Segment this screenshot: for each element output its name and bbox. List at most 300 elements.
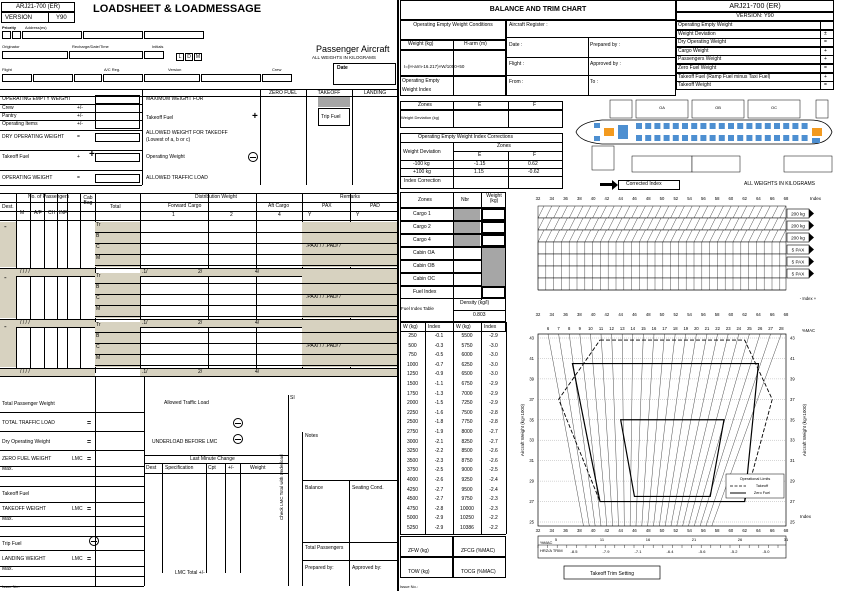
cabin-zone-label: OC [771,105,777,110]
index-tick-bottom: 50 [659,528,665,533]
load-zone-label: Cabin OC [413,276,435,282]
seat-marker [792,135,798,141]
seat-marker [700,123,706,129]
corr-row-e: 1.15 [474,169,484,175]
type-code: M [96,306,101,312]
lb-row-label: Trip Fuel [2,541,22,547]
lb-prepared-by: Prepared by: [305,565,334,571]
index-tick-mid: 42 [604,312,610,317]
weight-tick-left: 43 [529,335,534,341]
pad-header: PAD [370,203,380,209]
version-label: VERSION [5,15,33,21]
pax-slash: .PAX/ / / .PAD/ / [306,294,341,300]
tow-box-label: TOW (kg) [408,569,430,575]
seat-marker [737,123,743,129]
weight-row-label: DRY OPERATING WEIGHT [2,134,65,140]
fuel-cell: 1750 [406,390,419,397]
type-code: B [96,233,100,239]
allowed-takeoff: ALLOWED WEIGHT FOR TAKEOFF [146,130,228,136]
index-tick-top: 34 [549,196,555,201]
fuel-cell: 6500 [461,371,473,378]
cab-bag-header: Cab Bag [83,195,93,206]
split-marker: 2/ [198,269,203,275]
index-tick-bottom: 56 [700,528,706,533]
index-label-top: Index [810,196,822,201]
index-tick-bottom: 36 [563,528,568,533]
weight-row-input[interactable] [95,153,140,162]
arrow-label: 200 kg [791,235,805,241]
arrow-label: 5 PAX [791,271,805,277]
fuel-cell: -2.8 [489,409,498,416]
dist-weight-header: Distribution Weight [195,194,237,200]
load-zone-label: Cargo 2 [413,224,431,230]
seat-marker [728,123,734,129]
si-label: SI [290,395,295,401]
aircraft-type: ARJ21-700 (ER) [15,4,60,10]
weight-row-op: = [77,175,80,181]
pax-slash: .PAX/ / / .PAD/ / [306,343,341,349]
trim-mac-tick: 26 [737,537,743,542]
pax-slash: .PAX/ / / .PAD/ / [306,243,341,249]
index-tick-bottom: 58 [714,528,720,533]
address-boxes[interactable] [2,31,205,39]
summary-row-op: + [824,47,827,54]
seat-marker [664,135,670,141]
seat-marker [783,135,789,141]
pax-col-header: M [20,210,25,216]
index-tick-top: 44 [618,196,624,201]
fuel-cell: 6250 [461,361,473,368]
seat-marker [746,123,752,129]
mw-operating-weight: Operating Weight [146,154,185,160]
index-tick-top: 46 [632,196,637,201]
index-tick-top: 58 [714,196,720,201]
type-code: Tr [96,222,101,228]
weight-tick-left: 41 [529,355,534,361]
load-weight-input[interactable] [482,235,505,246]
ldm-boxes: L D M [176,53,203,61]
summary-row-label: Passengers Weight [678,56,722,63]
y-label-right: Aircraft Weight (kg×1000) [802,403,807,457]
bt-to: To : [590,79,599,85]
dash-marker: - [4,273,7,282]
fuel-cell: -2.9 [489,333,498,339]
fuel-cell: 750 [408,352,417,359]
seat-marker [636,123,642,129]
index-tick-top: 48 [645,196,651,201]
index-tick-mid: 34 [549,312,555,317]
index-tick-bottom: 66 [769,528,775,533]
fuel-cell: -2.2 [434,448,444,455]
mac-tick: 21 [704,326,710,331]
index-tick-mid: 58 [714,312,720,317]
fuel-cell: 3000 [406,438,419,445]
weight-row-label: Pantry [2,113,17,119]
forward-cargo-header: Forward Cargo [168,203,202,209]
load-weight-input[interactable] [482,287,505,298]
seat-marker [756,135,762,141]
notes-label: Notes [305,433,319,439]
index-tick-mid: 44 [618,312,624,317]
cabin-zone-label: OA [659,105,665,110]
fuel-cell: 500 [408,342,417,349]
fuel-cell: -2.7 [489,438,498,445]
fuel-cell: -2.7 [434,486,444,493]
corr-row-e: -1.15 [474,161,486,167]
bt-approved-by: Approved by : [590,61,621,67]
weight-tick-left: 31 [529,458,534,464]
seat-marker [645,135,651,141]
index-tick-mid: 48 [645,312,651,317]
fuel-cell: -3.0 [489,342,498,349]
fuel-cell: -2.2 [489,525,498,531]
minus-index-plus: - Index + [799,296,817,301]
fuel-cell: 10000 [460,505,474,512]
split-marker: .1/ [142,369,148,375]
dash-marker: - [4,322,7,331]
split-marker: 2/ [198,369,203,375]
fuel-cell: 8500 [461,448,473,455]
index-label-bottom: Index [800,514,812,519]
weight-tick-right: 29 [790,478,795,484]
seat-marker [691,135,697,141]
equals-sign: = [87,420,92,427]
balance-label: Balance [305,485,324,491]
seat-marker [802,123,808,129]
trim-mac-tick: 5 [554,537,558,542]
mac-tick: 14 [630,326,636,331]
fuel-cell: -0.5 [434,352,444,359]
fuel-cell: -2.5 [434,467,444,474]
trim-box [538,536,786,558]
trim-mac-tick: 31 [783,537,789,542]
fuel-cell: 5250 [406,525,419,531]
weight-row-input[interactable] [95,95,140,104]
weight-row-op: +/- [77,113,83,119]
dest-shade [0,273,16,318]
index-tick-mid: 68 [783,312,789,317]
aircraft-register: Aircraft Register : [509,22,548,28]
crew-label: Crew [272,67,282,72]
summary-row-op: + [824,56,827,63]
mac-tick: 7 [557,326,560,331]
fuel-cell: -1.5 [434,400,444,407]
allowed-traffic-load: Allowed Traffic Load [164,400,209,406]
fuel-cell: -1.8 [434,419,444,426]
mac-tick: 13 [619,326,625,331]
fuel-cell: 4000 [406,477,419,483]
seat-marker [654,135,660,141]
fuel-cell: -0.3 [434,342,444,349]
fuel-cell: 9000 [461,467,473,474]
corr-row-dev: -100 kg [413,161,430,167]
fuel-cell: 6750 [461,381,473,387]
summary-row-label: Operating Empty Weight [678,22,733,28]
oew-harm-col: H-arm (m) [464,41,487,47]
index-tick-mid: 40 [590,312,596,317]
lmc-title: Last Minute Change [190,456,235,462]
fuel-cell: -3.0 [489,352,498,359]
fuel-cell: -2.8 [489,419,498,426]
seat-marker [691,123,697,129]
max-label: Max. [2,516,13,522]
slash-row: / / / / [20,320,30,326]
balance-svg [520,192,840,588]
legend-operational: Operational Limits [739,477,771,481]
index-tick-top: 42 [604,196,610,201]
summary-row-label: Dry Operating Weight [678,39,726,46]
lb-approved-by: Approved by: [352,565,382,571]
equals-sign: = [87,456,92,463]
plus-sign-1: + [252,111,258,122]
fuel-col-header: W (kg) [456,324,471,330]
max-label: Max. [2,566,13,572]
allowed-traffic: ALLOWED TRAFFIC LOAD [146,175,208,181]
weight-row-input[interactable] [95,133,140,142]
no-pax-header: No. of Passengers [28,194,70,200]
loadsheet-title: LOADSHEET & LOADMESSAGE [93,3,262,15]
seat-marker [673,135,679,141]
pax-col-header: INF [59,210,68,216]
originator-label: Originator [2,44,20,49]
bt-aircraft-type: ARJ21-700 (ER) [729,3,781,10]
legend-zero-fuel: Zero Fuel [753,491,771,495]
fuel-cell: 5000 [406,515,419,522]
index-tick-top: 64 [756,196,761,201]
arrow-label-head [809,209,814,218]
fuel-cell: 1500 [406,381,419,387]
flight-boxes[interactable] [2,74,293,82]
index-tick-top: 68 [783,196,789,201]
summary-row-op: = [824,65,827,71]
arrow-label-head [809,257,814,266]
total-passengers-label: Total Passengers [305,545,344,551]
fuel-cell: 2000 [406,400,419,407]
fuel-cell: 9750 [461,496,473,503]
bt-date: Date : [509,42,523,48]
col-takeoff: TAKEOFF [317,90,341,96]
mw-takeoff-fuel: Takeoff Fuel [146,115,174,121]
type-code: Tr [96,273,101,279]
weight-row-input[interactable] [95,120,140,129]
fuel-cell: -2.8 [434,505,444,512]
lmc-col: Specification [165,465,194,471]
index-tick-bottom: 54 [687,528,692,533]
slash-row: / / / / [20,369,30,375]
flight-label: Flight [2,67,12,72]
oew-conditions: Operating Empty Weight Conditions [413,22,493,28]
seating-cond-label: Seating Cond. [352,485,384,491]
split-marker: .1/ [142,269,148,275]
max-weight-for: MAXIMUM WEIGHT FOR [146,96,204,102]
fuel-cell: 3750 [406,467,419,474]
fuel-cell: -2.4 [489,477,498,483]
corr-row-f: 0.62 [528,161,538,167]
seat-marker [710,123,716,129]
seat-marker [645,123,651,129]
mac-tick: 23 [725,326,731,331]
mac-tick: 11 [598,326,604,331]
pax-y: Y [308,212,312,218]
load-weight-input[interactable] [482,209,505,220]
fuel-col-header: Index [428,324,441,330]
dest-shade [0,322,16,367]
mac-tick: 24 [736,326,742,331]
index-tick-bottom: 34 [549,528,555,533]
vertical-check-text: Check LMC Total with Underload [279,454,284,520]
col-zero-fuel: ZERO FUEL [268,90,298,96]
weight-tick-left: 35 [529,417,534,423]
corr-zone-f: F [533,152,537,158]
corrected-arrowhead [612,180,618,190]
mac-tick: 12 [609,326,614,331]
load-nbr-shade [454,235,480,246]
seat-marker [719,135,725,141]
summary-row-label: Takeoff Fuel (Ramp Fuel minus Taxi Fuel) [678,73,771,80]
index-tick-mid: 50 [659,312,665,317]
plus-sign-2: + [89,149,95,160]
fuel-cell: 8000 [461,429,473,435]
fuel-cell: -2.3 [489,505,498,512]
load-nbr-shade [454,222,480,233]
seat-marker [710,135,716,141]
corr-zone-e: E [478,152,482,158]
total-shade [95,222,140,267]
weight-tick-right: 37 [790,396,795,402]
mac-tick: 25 [747,326,752,331]
seat-marker [728,135,734,141]
lmc-col: +/- [228,465,234,471]
date-box[interactable] [333,63,396,85]
col-landing: LANDING [363,90,387,96]
index-tick-bottom: 32 [535,528,541,533]
trim-mac-tick: 21 [691,537,697,542]
zone-f: F [533,102,537,108]
weight-tick-left: 25 [529,519,534,525]
fuel-col-header: W (kg) [403,324,418,330]
trim-value: -5.6 [698,549,706,554]
index-correction: Index Correction [404,178,441,184]
mac-tick: 16 [651,326,657,331]
corr-row-f: -0.62 [528,169,540,175]
trim-value: -5.2 [730,549,738,554]
weight-row-label: OPERATING WEIGHT [2,175,53,181]
seat-marker [746,135,752,141]
load-row-band [538,242,786,254]
fuel-cell: 4500 [406,496,419,503]
fuel-cell: 5500 [461,333,473,339]
fuel-cell: 4750 [406,505,419,512]
index-tick-mid: 66 [769,312,775,317]
index-tick-mid: 64 [756,312,761,317]
fuel-cell: 9500 [461,486,473,493]
total-shade [95,273,140,318]
index-tick-top: 38 [576,196,582,201]
load-weight-input[interactable] [482,222,505,233]
split-marker: .1/ [142,320,148,326]
fuel-cell: 5750 [461,342,473,349]
fuel-cell: 7750 [461,419,473,426]
bt-title: BALANCE AND TRIM CHART [489,6,587,13]
trim-value: -8.5 [570,549,578,554]
fuel-cell: 4250 [406,486,419,493]
equals-sign: = [87,556,92,563]
fuel-cell: -1.6 [434,409,444,416]
equals-sign: = [87,439,92,446]
load-nbr-shade [454,209,480,220]
weight-tick-right: 35 [790,417,795,423]
index-tick-top: 60 [728,196,734,201]
fuel-cell: 7000 [461,390,473,397]
load-zone-label: Fuel Index [413,289,437,295]
lb-row-label: Total Passenger Weight [2,401,55,407]
summary-row-label: Weight Deviation [678,30,716,37]
max-label: Max. [2,466,13,472]
lmc-col: Dest [146,465,157,471]
trim-mac-tick: 11 [599,537,605,542]
fuel-cell: -2.6 [489,448,498,455]
bt-from: From : [509,79,524,85]
index-tick-mid: 60 [728,312,734,317]
fuel-cell: -2.9 [434,515,444,522]
index-tick-bottom: 38 [576,528,582,533]
arrow-label: 5 PAX [791,259,805,265]
oew-weight-col: Weight (kg) [408,41,434,47]
tocg-box-label: TOCG (%MAC) [461,569,496,575]
seat-marker [673,123,679,129]
index-tick-top: 56 [700,196,706,201]
seat-marker [765,135,771,141]
lowest-of: (Lowest of a, b or c) [146,137,191,143]
passenger-aircraft: Passenger Aircraft [316,44,390,54]
fuel-cell: -3.0 [489,371,498,378]
weight-tick-right: 43 [790,335,795,341]
index-tick-top: 40 [590,196,596,201]
weight-row-input[interactable] [95,174,140,183]
fuel-cell: -2.9 [489,381,498,387]
trim-value: -7.9 [602,549,610,554]
arrow-label-head [809,221,814,230]
fuel-cell: -2.9 [489,390,498,397]
seat-marker [654,123,660,129]
remarks-header: Remarks [340,194,361,200]
lmc-label: LMC [72,456,83,462]
underload-label: UNDERLOAD BEFORE LMC [152,439,218,445]
load-weight-header: Weight (kg) [486,193,502,204]
fuel-cell: 1000 [406,361,419,368]
oew-formula-box [400,50,506,76]
type-code: B [96,333,100,339]
originator-boxes[interactable] [2,51,165,59]
index-tick-mid: 38 [576,312,582,317]
mac-tick: 17 [662,326,667,331]
takeoff-shade [318,97,350,107]
weight-row-label: Crew [2,105,14,111]
pax-header: PAX [322,203,332,209]
address-label: Address(es) [25,25,47,30]
trim-label: HRZ/A TRIM [540,548,563,553]
trim-value: -5.0 [762,549,770,554]
seat-marker [774,135,780,141]
fuel-cell: -2.2 [489,515,498,522]
corrected-index: Corrected Index [626,181,662,187]
mac-tick: 20 [694,326,699,331]
index-tick-mid: 46 [632,312,637,317]
fuel-cell: 6000 [461,352,473,359]
arrow-label: 200 kg [791,223,805,229]
version-field-label: Version [168,67,182,72]
fuel-cell: -2.5 [489,467,498,474]
